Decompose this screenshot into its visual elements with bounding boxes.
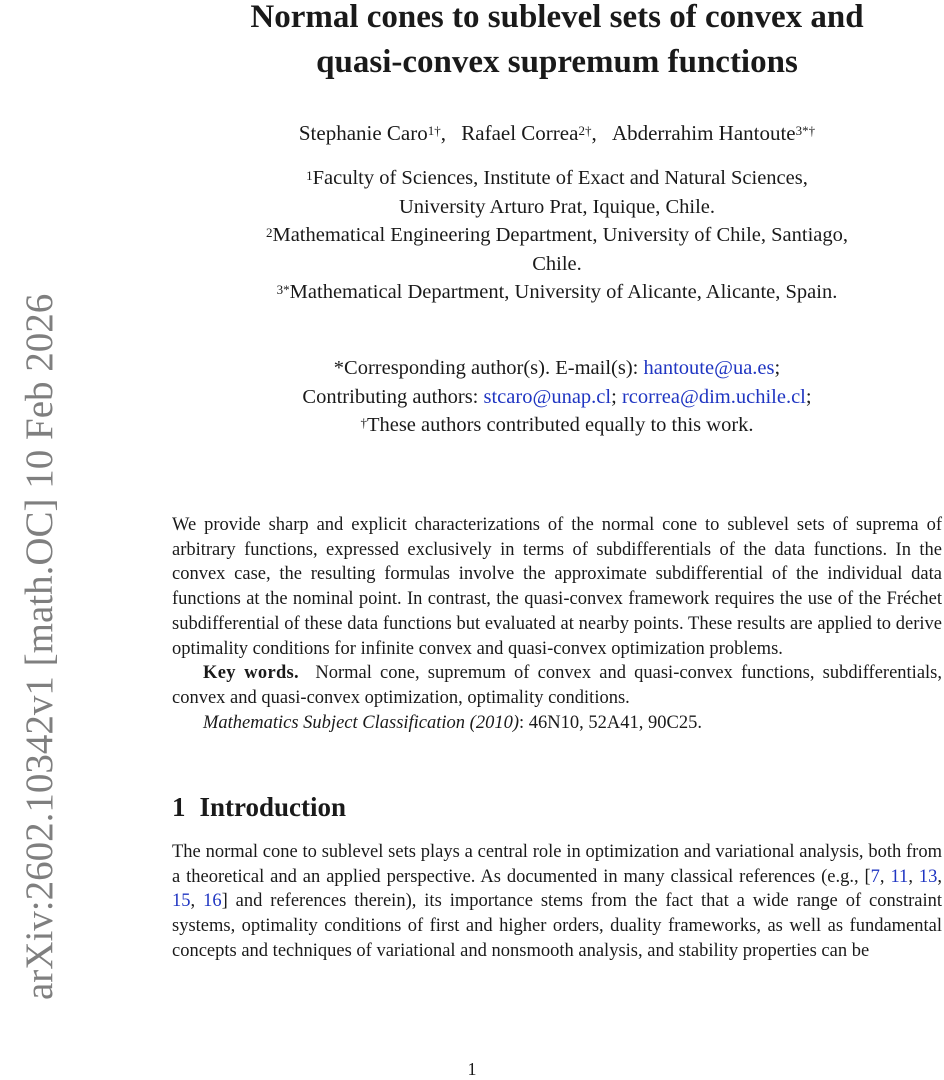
paper-title	[172, 0, 942, 85]
author-3: Abderrahim Hantoute$^{3*\dagger}$	[611, 121, 816, 145]
corresponding-author-line: *Corresponding author(s). E-mail(s): hantoute@ua.es;	[333, 357, 781, 379]
keywords-label: Key words.	[203, 663, 299, 684]
affiliation-1-line-2: University Arturo Prat, Iquique, Chile.	[399, 195, 715, 218]
author-2: Rafael Correa$^{2\dagger}$,	[461, 121, 597, 145]
section-number: 1	[172, 792, 186, 822]
keywords: Key words. Normal cone, supremum of convex and quasi-convex functions, subdifferentials, convex and quasi-convex optimization, optimality conditions.	[172, 663, 942, 708]
affiliations	[172, 164, 942, 307]
contact-info	[172, 354, 942, 440]
citation-link[interactable]: 13	[918, 866, 938, 887]
contributing-authors-line: Contributing authors: stcaro@unap.cl; rcorrea@dim.uchile.cl;	[302, 385, 812, 408]
title-line-2: quasi-convex supremum functions	[316, 44, 798, 80]
page-number: 1	[467, 1059, 477, 1079]
affiliation-2-line-2: Chile.	[532, 252, 582, 275]
citation-link[interactable]: 16	[203, 891, 222, 912]
citation-link[interactable]: 7	[870, 866, 880, 887]
corresponding-email-link[interactable]: hantoute@ua.es	[643, 357, 775, 379]
affiliation-3-line-1: $^{3*}$Mathematical Department, University of Alicante, Alicante, Spain.	[276, 281, 838, 303]
title-line-1: Normal cones to sublevel sets of convex and	[250, 0, 864, 35]
author-list	[172, 118, 942, 148]
arxiv-sidebar	[15, 200, 65, 1000]
section-heading	[172, 790, 942, 824]
affiliation-1-line-1: $^1$Faculty of Sciences, Institute of Exact and Natural Sciences,	[306, 167, 808, 189]
arxiv-identifier: arXiv:2602.10342v1 [math.OC] 10 Feb 2026	[18, 293, 61, 1000]
citation-link[interactable]: 15	[172, 891, 191, 912]
section-title-text: Introduction	[199, 792, 347, 822]
intro-paragraph: The normal cone to sublevel sets plays a central role in optimization and variational analysis, both from a theoretical and an applied perspective. As documented in many classical references (e.g., [7, 11, 13, 15, 16] and references therein), its importance stems from the fact that a wide range of constraint systems, optimality conditions of first and higher orders, duality frameworks, as well as fundamental concepts and techniques of variational and nonsmooth analysis, and stability properties can be	[172, 842, 942, 961]
equal-contribution-note: †These authors contributed equally to this work.	[360, 414, 754, 436]
abstract	[172, 513, 942, 735]
contributor-email-link-2[interactable]: rcorrea@dim.uchile.cl	[621, 385, 806, 408]
msc-label: Mathematics Subject Classification (2010)	[203, 712, 519, 733]
citation-link[interactable]: 11	[890, 866, 909, 887]
affiliation-2-line-1: $^2$Mathematical Engineering Department, University of Chile, Santiago,	[265, 224, 849, 246]
author-1: Stephanie Caro$^{1\dagger}$,	[298, 121, 446, 145]
contributor-email-link-1[interactable]: stcaro@unap.cl	[483, 385, 612, 408]
msc-classification: Mathematics Subject Classification (2010): 46N10, 52A41, 90C25.	[203, 712, 702, 733]
abstract-text: We provide sharp and explicit characterizations of the normal cone to sublevel sets of suprema of arbitrary functions, expressed exclusively in terms of subdifferentials of the data functions. In the convex case, the resulting formulas involve the approximate subdifferential of the individual data functions at the nominal point. In contrast, the quasi-convex framework requires the use of the Fréchet subdifferential of these data functions but evaluated at nearby points. These results are applied to derive optimality conditions for infinite convex and quasi-convex optimization problems.	[172, 515, 942, 659]
